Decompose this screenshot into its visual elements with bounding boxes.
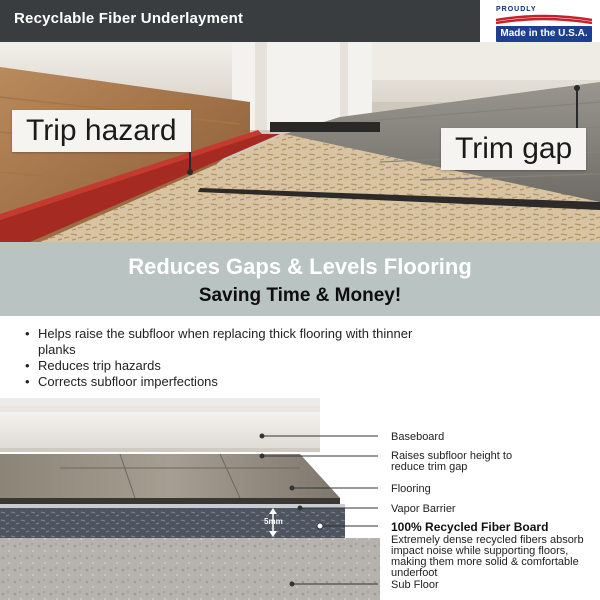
headline-band — [0, 242, 600, 316]
list-item: • Reduces trip hazards — [22, 358, 442, 374]
made-in-usa-badge — [496, 6, 592, 44]
banner-title: Recyclable Fiber Underlayment — [14, 10, 244, 27]
flag-stripes-icon — [496, 14, 592, 24]
hero-photo — [0, 42, 600, 242]
label-flooring: Flooring — [391, 483, 431, 495]
headline-main: Reduces Gaps & Levels Flooring — [128, 254, 472, 279]
headline-sub: Saving Time & Money! — [198, 285, 402, 306]
top-banner — [0, 0, 480, 42]
label-sub-floor: Sub Floor — [391, 579, 439, 591]
list-item: • Corrects subfloor imperfections — [22, 374, 442, 390]
badge-made-text: Made in the U.S.A. — [496, 26, 592, 42]
trip-hazard-callout: Trip hazard — [12, 110, 191, 152]
label-raises-subfloor: Raises subfloor height to reduce trim gap — [391, 450, 513, 473]
label-fiber-board-desc: Extremely dense recycled fibers absorb impact noise while supporting floors, making them more solid & comfortable underfoot — [391, 534, 584, 579]
trim-gap-callout: Trim gap — [441, 128, 586, 170]
thickness-mark: 5mm — [264, 517, 283, 526]
layer-cross-section — [0, 398, 600, 600]
list-item: • Helps raise the subfloor when replacing thick flooring with thinner planks — [22, 326, 442, 358]
label-vapor-barrier: Vapor Barrier — [391, 503, 456, 515]
badge-proudly-text: PROUDLY — [496, 6, 537, 13]
benefit-list — [22, 326, 442, 390]
label-fiber-board: 100% Recycled Fiber Board — [391, 520, 549, 534]
label-baseboard: Baseboard — [391, 431, 445, 443]
